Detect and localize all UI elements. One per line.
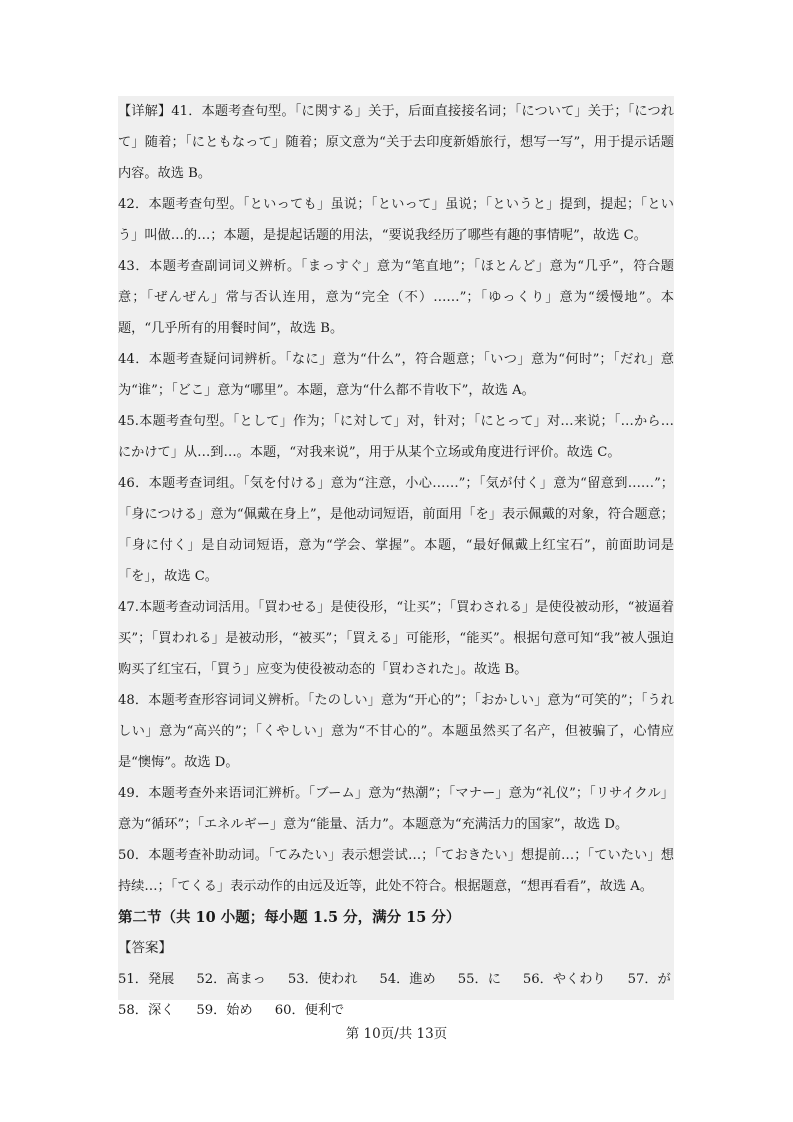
explanation-50: 50．本题考查补助动词。「てみたい」表示想尝试…；「ておきたい」想提前…；「ていたい」想持续…；「てくる」表示动作的由远及近等，此处不符合。根据题意，“想再看看”，故选 A。: [118, 848, 674, 894]
explanation-42: 42．本题考查句型。「といっても」虽说；「といって」虽说；「というと」提到，提起；「という」叫做…的…；本题，是提起话题的用法，“要说我经历了哪些有趣的事情呢”，故选 C。: [118, 197, 674, 243]
answer-item: 53．使われ: [287, 972, 358, 987]
answer-item: 60．便利で: [274, 1003, 345, 1018]
page-number: 第 10页/共 13页: [345, 1026, 448, 1042]
section-heading: 第二节（共 10 小题；每小题 1.5 分，满分 15 分）: [118, 909, 461, 926]
answer-explanation-block: [118, 96, 674, 1018]
explanation-48: 48．本题考查形容词词义辨析。「たのしい」意为“开心的”；「おかしい」意为“可笑的”；「うれしい」意为“高兴的”；「くやしい」意为“不甘心的”。本题虽然买了名产，但被骗了，心情应是“懊悔”。故选 D。: [118, 693, 674, 770]
answer-item: 55．に: [457, 972, 501, 987]
explanation-43: 43．本题考查副词词义辨析。「まっすぐ」意为“笔直地”；「ほとんど」意为“几乎”，符合题意；「ぜんぜん」常与否认连用，意为“完全（不）……”；「ゆっくり」意为“缓慢地”。本题，“几乎所有的用餐时间”，故选 B。: [118, 259, 674, 336]
answer-item: 58．深く: [118, 1003, 175, 1018]
explanation-41: 【详解】41．本题考查句型。「に関する」关于，后面直接接名词；「について」关于；「につれて」随着；「にともなって」随着；原文意为“关于去印度新婚旅行，想写一写”，用于提示话题内容。故选 B。: [118, 104, 674, 181]
explanation-47: 47.本题考查动词活用。「買わせる」是使役形，“让买”；「買わされる」是使役被动形，“被逼着买”；「買われる」是被动形，“被买”；「買える」可能形，“能买”。根据句意可知“我”被人强迫购买了红宝石，「買う」应变为使役被动态的「買わされた」。故选 B。: [118, 600, 674, 677]
explanation-49: 49．本题考查外来语词汇辨析。「ブーム」意为“热潮”；「マナー」意为“礼仪”；「リサイクル」意为“循环”；「エネルギー」意为“能量、活力”。本题意为“充满活力的国家”，故选 D。: [118, 786, 674, 832]
answer-label: 【答案】: [118, 940, 172, 956]
answer-item: 56．やくわり: [522, 972, 606, 987]
explanation-45: 45.本题考查句型。「として」作为；「に対して」对，针对；「にとって」对…来说；「…から…にかけて」从…到…。本题，“对我来说”，用于从某个立场或角度进行评价。故选 C。: [118, 414, 674, 460]
answer-item: 57．が: [627, 972, 671, 987]
answer-item: 51．発展: [118, 972, 175, 987]
answer-list: [118, 964, 674, 1026]
explanation-44: 44．本题考查疑问词辨析。「なに」意为“什么”，符合题意；「いつ」意为“何时”；「だれ」意为“谁”；「どこ」意为“哪里”。本题，意为“什么都不肯收下”，故选 A。: [118, 352, 674, 398]
answer-item: 59．始め: [196, 1003, 253, 1018]
answer-item: 52．高まっ: [196, 972, 266, 987]
answer-item: 54．進め: [379, 972, 436, 987]
explanation-46: 46．本题考查词组。「気を付ける」意为“注意，小心……”；「気が付く」意为“留意到……”；「身につける」意为“佩戴在身上”，是他动词短语，前面用「を」表示佩戴的对象，符合题意；「身に付く」是自动词短语，意为“学会、掌握”。本题，“最好佩戴上红宝石”，前面助词是「を」，故选 C。: [118, 476, 674, 584]
